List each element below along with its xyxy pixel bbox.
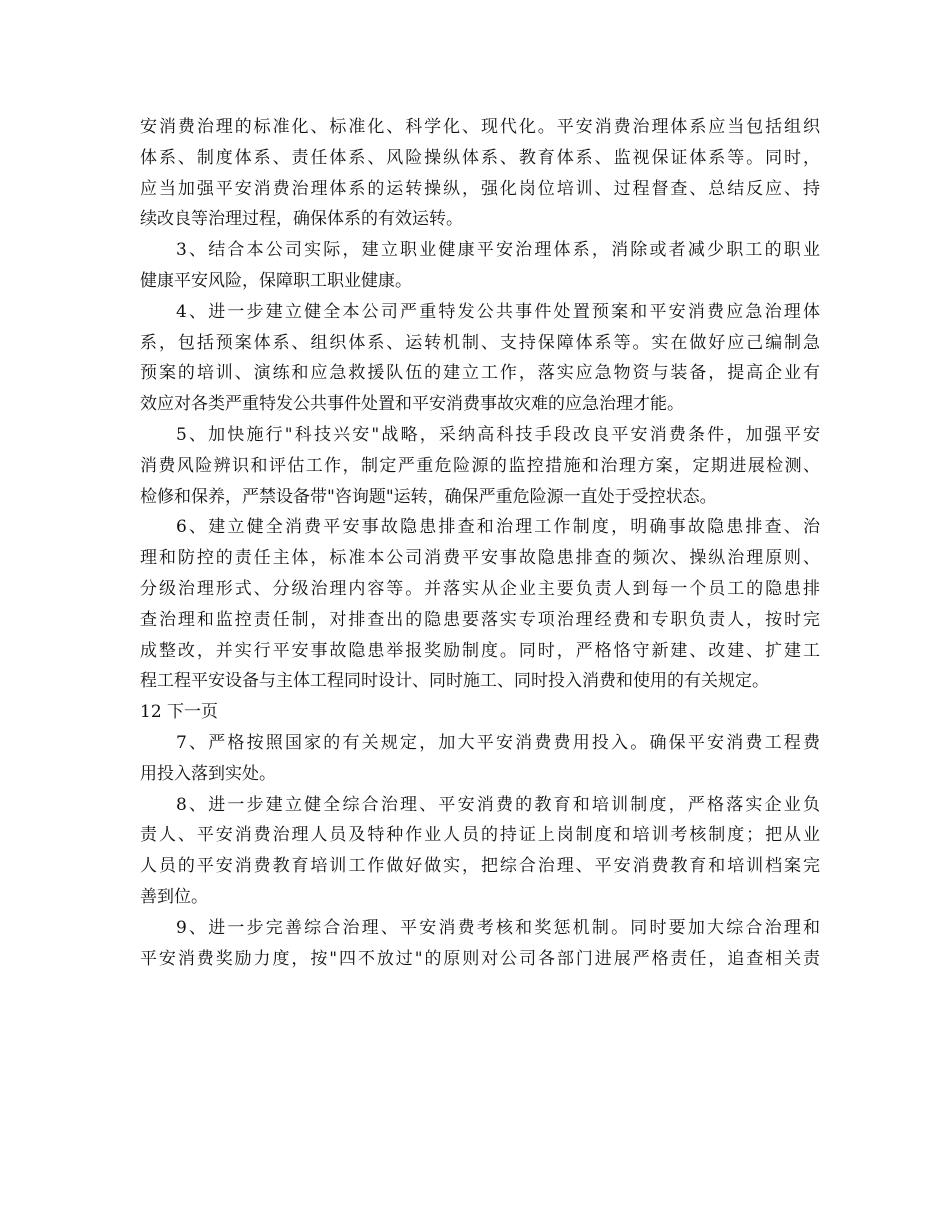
paragraph-item-8 [140,790,820,913]
paragraph-item-3 [140,235,820,297]
paragraph-intro [140,112,820,235]
paragraph-item-6 [140,512,820,697]
paragraph-item-9 [140,913,820,975]
paragraph-item-5 [140,420,820,512]
text-line: 应当加强平安消费治理体系的运转操纵，强化岗位培训、过程督查、总结反应、持 [140,178,820,199]
text-line: 人员的平安消费教育培训工作做好做实，把综合治理、平安消费教育和培训档案完 [140,856,820,877]
text-line: 5、加快施行"科技兴安"战略，采纳高科技手段改良平安消费条件，加强平安 [176,424,820,445]
paragraph-item-4 [140,297,820,420]
text-line: 健康平安风险，保障职工职业健康。 [140,270,412,291]
text-line: 善到位。 [140,886,208,907]
text-line: 6、建立健全消费平安事故隐患排查和治理工作制度，明确事故隐患排查、治 [176,517,820,538]
text-line: 效应对各类严重特发公共事件处置和平安消费事故灾难的应急治理才能。 [140,394,684,415]
text-line: 责人、平安消费治理人员及特种作业人员的持证上岗制度和培训考核制度；把从业 [140,825,820,846]
text-line: 9、进一步完善综合治理、平安消费考核和奖惩机制。同时要加大综合治理和 [176,917,820,938]
text-line: 消费风险辨识和评估工作，制定严重危险源的监控措施和治理方案，定期进展检测、 [140,455,820,476]
text-line: 体系、制度体系、责任体系、风险操纵体系、教育体系、监视保证体系等。同时， [140,147,820,168]
text-line: 3、结合本公司实际，建立职业健康平安治理体系，消除或者减少职工的职业 [176,240,820,261]
text-line: 4、进一步建立健全本公司严重特发公共事件处置预案和平安消费应急治理体 [176,301,820,322]
text-line: 系，包括预案体系、组织体系、运转机制、支持保障体系等。实在做好应己编制急 [140,332,820,353]
text-line: 查治理和监控责任制，对排查出的隐患要落实专项治理经费和专职负责人，按时完 [140,609,820,630]
text-line: 预案的培训、演练和应急救援队伍的建立工作，落实应急物资与装备，提高企业有 [140,363,820,384]
pagination-link[interactable]: 12 下一页 [140,702,219,723]
text-line: 平安消费奖励力度，按"四不放过"的原则对公司各部门进展严格责任，追查相关责 [140,948,820,969]
text-line: 用投入落到实处。 [140,763,276,784]
text-line: 安消费治理的标准化、标准化、科学化、现代化。平安消费治理体系应当包括组织 [140,117,820,137]
text-line: 分级治理形式、分级治理内容等。并落实从企业主要负责人到每一个员工的隐患排 [140,578,820,599]
text-line: 成整改，并实行平安事故隐患举报奖励制度。同时，严格恪守新建、改建、扩建工 [140,640,820,661]
paragraph-item-7 [140,728,820,790]
text-line: 7、严格按照国家的有关规定，加大平安消费费用投入。确保平安消费工程费 [176,732,820,753]
text-line: 检修和保养，严禁设备带"咨询题"运转，确保严重危险源一直处于受控状态。 [140,486,717,507]
text-line: 续改良等治理过程，确保体系的有效运转。 [140,209,463,230]
text-line: 程工程平安设备与主体工程同时设计、同时施工、同时投入消费和使用的有关规定。 [140,671,769,692]
text-line: 理和防控的责任主体，标准本公司消费平安事故隐患排查的频次、操纵治理原则、 [140,548,820,569]
document-page [140,112,820,974]
text-line: 8、进一步建立健全综合治理、平安消费的教育和培训制度，严格落实企业负 [176,794,820,815]
